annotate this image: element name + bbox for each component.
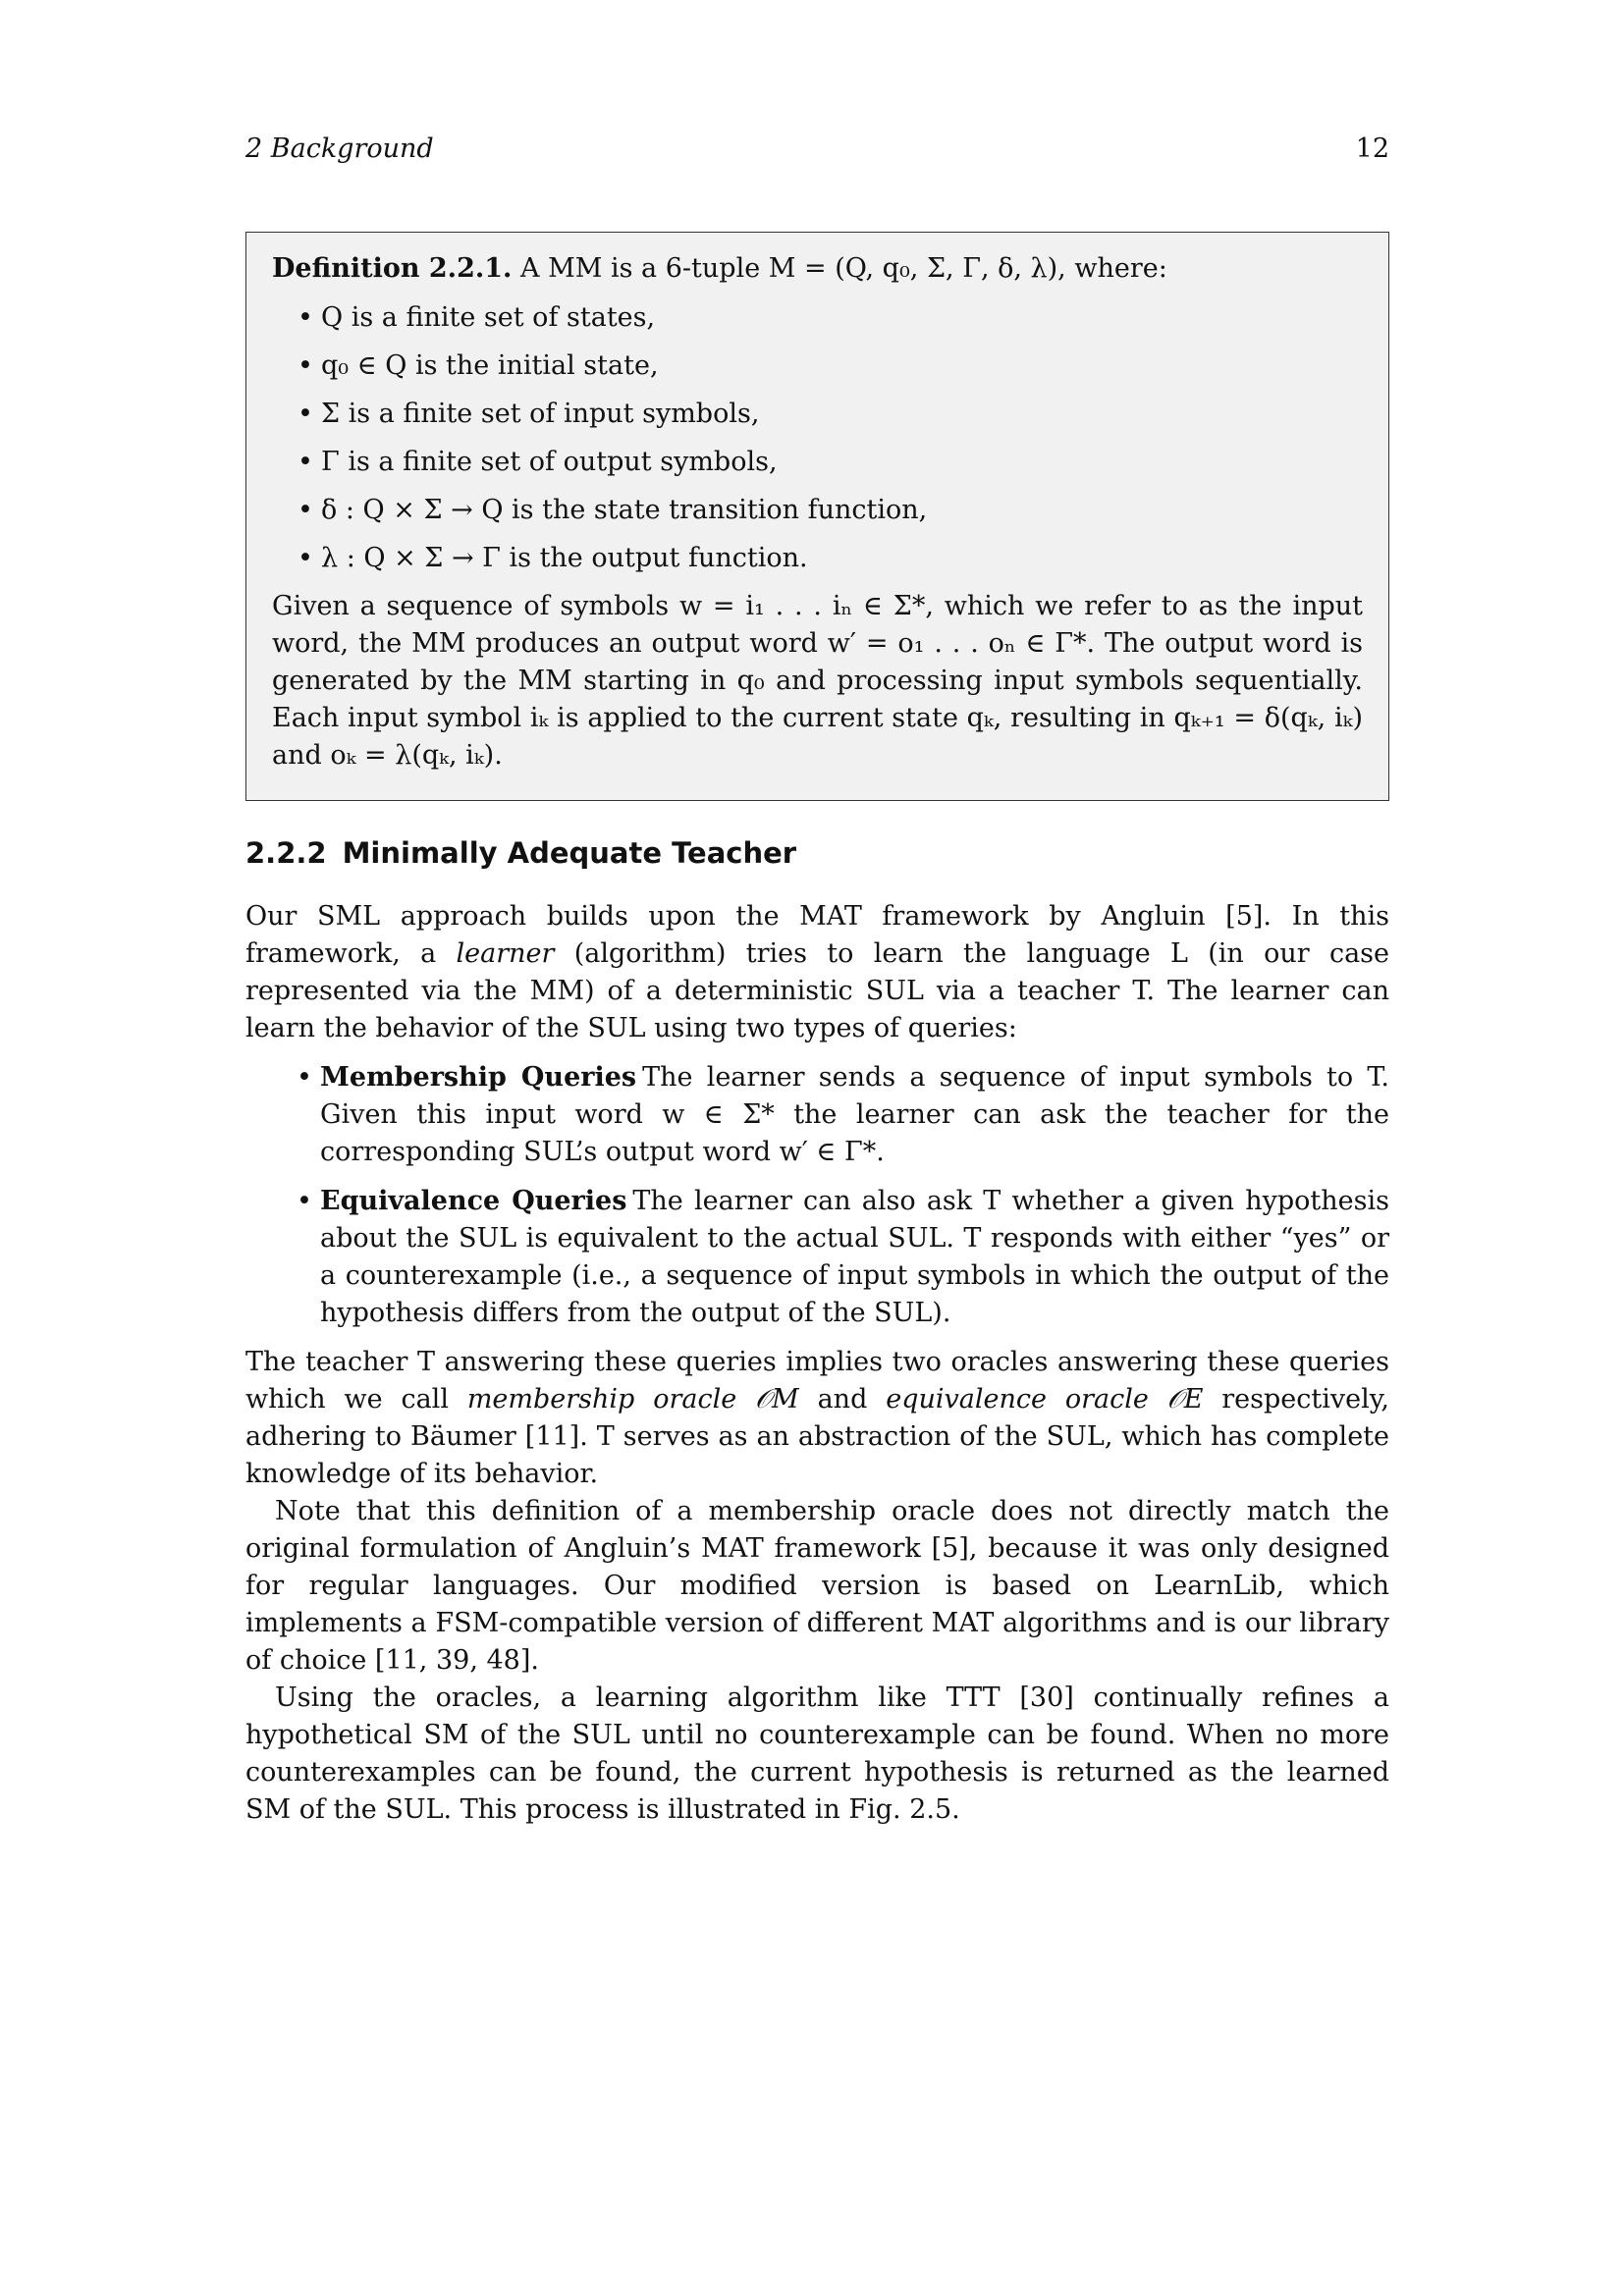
- definition-text: Given a sequence of symbols w = i₁ . . . iₙ ∈ Σ*, which we refer to as the input word, the MM produces an output word w′ = o₁ . . . oₙ ∈ Γ*. The output word is generated by the MM starting in q₀ and processing input symbols sequentially. Each input symbol iₖ is applied to the current state qₖ, resulting in qₖ₊₁ = δ(qₖ, iₖ) and oₖ = λ(qₖ, iₖ).: [272, 591, 1363, 771]
- query-item-membership: [320, 1059, 1389, 1171]
- definition-item: • δ : Q × Σ → Q is the state transition function,: [321, 492, 1363, 529]
- membership-oracle-term: membership oracle 𝒪M: [466, 1384, 799, 1415]
- body-text: [245, 898, 1389, 1829]
- paragraph-learning: Using the oracles, a learning algorithm like TTT [30] continually refines a hypothetical SM of the SUL until no counterexample can be found. When no more counterexamples can be found, the current hypothesis is returned as the learned SM of the SUL. This process is illustrated in Fig. 2.5.: [245, 1682, 1389, 1825]
- paragraph-note: Note that this definition of a membership oracle does not directly match the original formulation of Angluin’s MAT framework [5], because it was only designed for regular languages. Our modified version is based on LearnLib, which implements a FSM-compatible version of different MAT algorithms and is our library of choice [11, 39, 48].: [245, 1496, 1389, 1676]
- definition-intro: A MM is a 6-tuple M = (Q, q₀, Σ, Γ, δ, λ), where:: [520, 253, 1167, 284]
- paragraph-intro-part: Our SML approach builds upon the MAT framework by Angluin [5]. In this framework, a: [245, 901, 1389, 969]
- definition-item: • λ : Q × Σ → Γ is the output function.: [321, 540, 1363, 577]
- definition-item: • Γ is a finite set of output symbols,: [321, 444, 1363, 481]
- section-number: 2.2.2: [245, 836, 327, 870]
- query-label: Membership Queries: [320, 1062, 637, 1093]
- running-header: [245, 133, 1389, 173]
- query-list: [245, 1059, 1389, 1332]
- query-text: The learner sends a sequence of input symbols to T. Given this input word w ∈ Σ* the learner can ask the teacher for the corresponding SUL’s output word w′ ∈ Γ*.: [320, 1062, 1389, 1167]
- query-label: Equivalence Queries: [320, 1186, 627, 1216]
- paragraph-oracles-part: and: [798, 1384, 887, 1415]
- chapter-title: 2 Background: [245, 133, 434, 164]
- equivalence-oracle-term: equivalence oracle 𝒪E: [886, 1384, 1204, 1415]
- definition-box: [245, 232, 1389, 801]
- section-heading: [245, 836, 796, 870]
- query-item-equivalence: [320, 1183, 1389, 1332]
- query-text: The learner can also ask T whether a given hypothesis about the SUL is equivalent to the actual SUL. T responds with either “yes” or a counterexample (i.e., a sequence of input symbols in which the output of the hypothesis differs from the output of the SUL).: [320, 1186, 1389, 1328]
- definition-heading: [272, 250, 1363, 288]
- page-number: 12: [1355, 133, 1389, 164]
- paragraph-intro: [245, 898, 1389, 1047]
- paragraph-intro-part: (algorithm) tries to learn the language L (in our case represented via the MM) of a deterministic SUL via a teacher T. The learner can learn the behavior of the SUL using two types of queries:: [245, 938, 1389, 1043]
- definition-label: Definition 2.2.1.: [272, 253, 513, 284]
- definition-list: [272, 299, 1363, 577]
- definition-item: • Σ is a finite set of input symbols,: [321, 396, 1363, 433]
- learner-term: learner: [456, 938, 555, 969]
- definition-item: • Q is a finite set of states,: [321, 299, 1363, 337]
- definition-item: • q₀ ∈ Q is the initial state,: [321, 347, 1363, 385]
- section-title-text: Minimally Adequate Teacher: [342, 836, 797, 870]
- paragraph-oracles-part: The teacher T answering these queries implies two oracles answering these queries which we call: [245, 1347, 1389, 1415]
- paragraph-oracles: [245, 1344, 1389, 1493]
- paragraph-oracles-part: respectively, adhering to Bäumer [11]. T serves as an abstraction of the SUL, which has complete knowledge of its behavior.: [245, 1384, 1389, 1489]
